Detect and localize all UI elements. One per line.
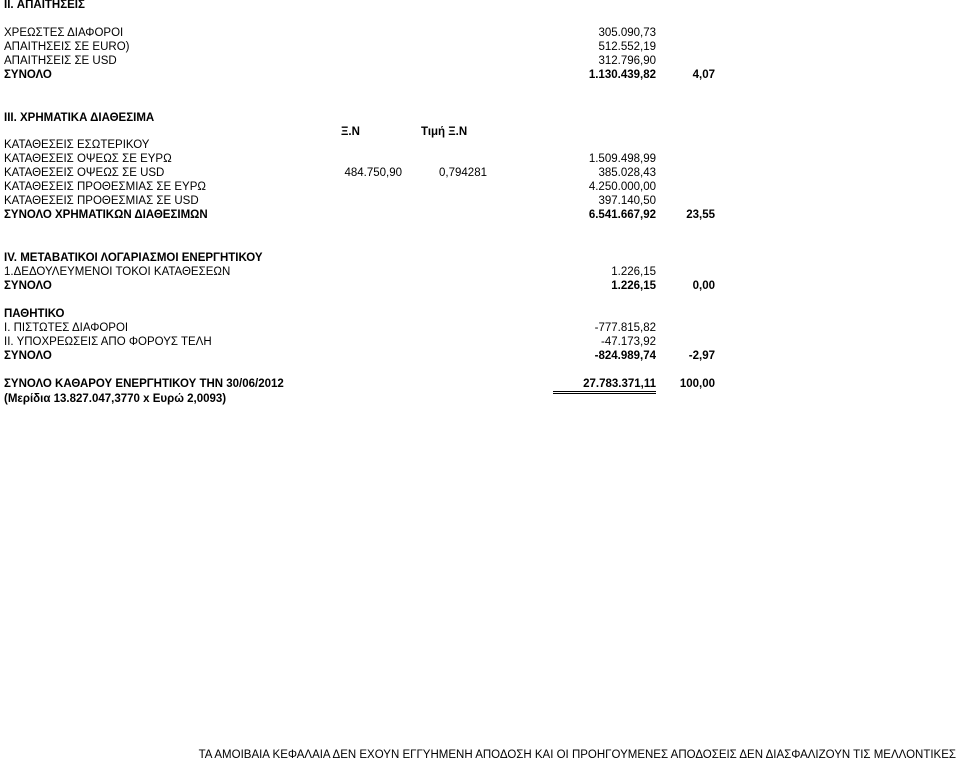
net-assets-row [0, 377, 960, 391]
total-amount: -824.989,74 [594, 350, 656, 362]
table-row [0, 26, 960, 40]
row-amount: 305.090,73 [598, 27, 656, 39]
column-headers [0, 125, 960, 139]
total-row [0, 68, 960, 82]
net-assets-label: ΣΥΝΟΛΟ ΚΑΘΑΡΟΥ ΕΝΕΡΓΗΤΙΚΟΥ ΤΗΝ 30/06/2012 [4, 378, 284, 390]
column-header-price: Τιμή Ξ.Ν [421, 126, 468, 138]
row-amount: 1.226,15 [611, 266, 656, 278]
row-amount: 312.796,90 [598, 55, 656, 67]
total-row [0, 349, 960, 363]
units-note: (Μερίδια 13.827.047,3770 x Ευρώ 2,0093) [4, 393, 227, 405]
total-label: ΣΥΝΟΛΟ [4, 69, 52, 81]
table-row [0, 40, 960, 54]
total-percentage: 23,55 [686, 209, 715, 221]
total-percentage: 0,00 [692, 280, 715, 292]
row-label: Ι. ΠΙΣΤΩΤΕΣ ΔΙΑΦΟΡΟΙ [4, 322, 129, 334]
net-assets-percentage: 100,00 [679, 378, 715, 390]
column-header-nominal: Ξ.Ν [341, 126, 360, 138]
row-amount: 1.509.498,99 [588, 153, 656, 165]
table-row [0, 54, 960, 68]
row-label: 1.ΔΕΔΟΥΛΕΥΜΕΝΟΙ ΤΟΚΟΙ ΚΑΤΑΘΕΣΕΩΝ [4, 266, 231, 278]
section-title-text: II. ΑΠΑΙΤΗΣΕΙΣ [4, 0, 85, 11]
row-amount: 385.028,43 [598, 167, 656, 179]
row-price: 0,794281 [439, 167, 487, 179]
row-nominal: 484.750,90 [344, 167, 402, 179]
section-title-cash [0, 111, 960, 125]
table-row [0, 152, 960, 166]
total-label: ΣΥΝΟΛΟ [4, 350, 52, 362]
table-row [0, 194, 960, 208]
row-label: ΚΑΤΑΘΕΣΕΙΣ ΟΨΕΩΣ ΣΕ USD [4, 167, 165, 179]
row-amount: 4.250.000,00 [588, 181, 656, 193]
table-row [0, 335, 960, 349]
row-label: ΧΡΕΩΣΤΕΣ ΔΙΑΦΟΡΟΙ [4, 27, 124, 39]
section-title-liabilities [0, 307, 960, 321]
total-amount: 1.130.439,82 [588, 69, 656, 81]
total-label: ΣΥΝΟΛΟ [4, 280, 52, 292]
disclaimer-footer: ΤΑ ΑΜΟΙΒΑΙΑ ΚΕΦΑΛΑΙΑ ΔΕΝ ΕΧΟΥΝ ΕΓΓΥΗΜΕΝΗ ΑΠΟΔΟΣΗ ΚΑΙ ΟΙ ΠΡΟΗΓΟΥΜΕΝΕΣ ΑΠΟΔΟΣΕΙΣ ΔΕΝ ΔΙΑΣΦΑΛΙΖΟΥΝ ΤΙΣ ΜΕΛΛΟΝΤΙΚΕΣ [198, 749, 956, 761]
table-row [0, 166, 960, 180]
row-label: ΚΑΤΑΘΕΣΕΙΣ ΠΡΟΘΕΣΜΙΑΣ ΣΕ ΕΥΡΩ [4, 181, 206, 193]
section-title-receivables [0, 0, 960, 12]
section-title-text: III. ΧΡΗΜΑΤΙΚΑ ΔΙΑΘΕΣΙΜΑ [4, 112, 155, 124]
row-amount: -47.173,92 [601, 336, 656, 348]
table-row [0, 180, 960, 194]
row-amount: -777.815,82 [594, 322, 656, 334]
row-label: ΚΑΤΑΘΕΣΕΙΣ ΠΡΟΘΕΣΜΙΑΣ ΣΕ USD [4, 195, 199, 207]
row-label: ΙΙ. ΥΠΟΧΡΕΩΣΕΙΣ ΑΠΟ ΦΟΡΟΥΣ ΤΕΛΗ [4, 336, 212, 348]
subsection-title-text: ΚΑΤΑΘΕΣΕΙΣ ΕΣΩΤΕΡΙΚΟΥ [4, 139, 150, 151]
subsection-title [0, 138, 960, 152]
row-label: ΑΠΑΙΤΗΣΕΙΣ ΣΕ USD [4, 55, 117, 67]
table-row [0, 265, 960, 279]
total-percentage: 4,07 [692, 69, 715, 81]
table-row [0, 321, 960, 335]
row-amount: 397.140,50 [598, 195, 656, 207]
section-title-accruals [0, 251, 960, 265]
row-label: ΚΑΤΑΘΕΣΕΙΣ ΟΨΕΩΣ ΣΕ ΕΥΡΩ [4, 153, 172, 165]
total-amount: 6.541.667,92 [588, 209, 656, 221]
total-row [0, 208, 960, 222]
row-amount: 512.552,19 [598, 41, 656, 53]
total-label: ΣΥΝΟΛΟ ΧΡΗΜΑΤΙΚΩΝ ΔΙΑΘΕΣΙΜΩΝ [4, 209, 208, 221]
units-note-row [0, 392, 960, 406]
section-title-text: IV. ΜΕΤΑΒΑΤΙΚΟΙ ΛΟΓΑΡΙΑΣΜΟΙ ΕΝΕΡΓΗΤΙΚΟΥ [4, 252, 263, 264]
row-label: ΑΠΑΙΤΗΣΕΙΣ ΣΕ EURO) [4, 41, 130, 53]
total-amount: 1.226,15 [611, 280, 656, 292]
section-title-text: ΠΑΘΗΤΙΚΟ [4, 308, 65, 320]
net-assets-amount: 27.783.371,11 [553, 377, 656, 394]
total-row [0, 279, 960, 293]
total-percentage: -2,97 [688, 350, 715, 362]
